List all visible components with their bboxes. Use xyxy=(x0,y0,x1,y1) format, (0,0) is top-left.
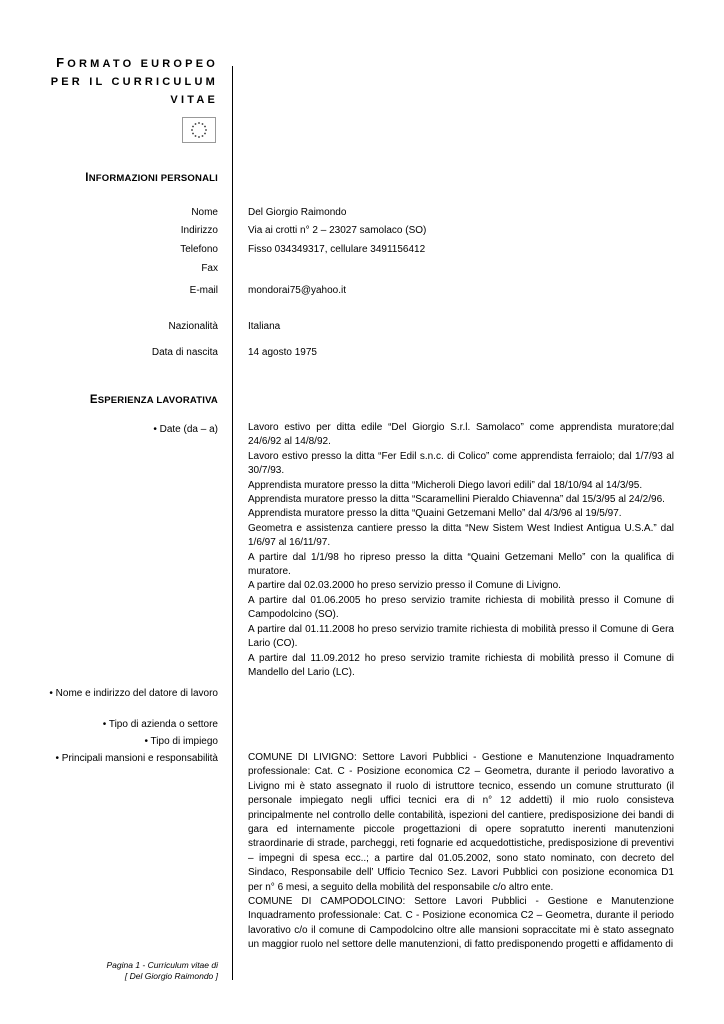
section-title: NFORMAZIONI PERSONALI xyxy=(88,173,218,184)
section-initial: E xyxy=(89,394,98,406)
label-telefono: Telefono xyxy=(180,244,218,255)
date-entry: Lavoro estivo per ditta edile “Del Giorgio S.r.l. Samolaco” come apprendista muratore;dal 24/6/92 al 14/8/92. xyxy=(248,422,674,448)
date-entry: Apprendista muratore presso la ditta “Scaramellini Pieraldo Chiavenna” dal 15/3/95 al 24/2/96. xyxy=(248,494,665,506)
label-fax: Fax xyxy=(201,263,218,274)
label-nome: Nome xyxy=(191,207,218,218)
section-title: SPERIENZA LAVORATIVA xyxy=(97,395,218,406)
label-email: E-mail xyxy=(189,285,218,296)
title-line2: PER IL CURRICULUM xyxy=(50,76,218,88)
value-data-nascita: 14 agosto 1975 xyxy=(248,347,317,358)
column-divider xyxy=(232,66,233,980)
value-telefono: Fisso 034349317, cellulare 3491156412 xyxy=(248,244,426,255)
value-email[interactable]: mondorai75@yahoo.it xyxy=(248,285,346,296)
title-initial: F xyxy=(56,55,68,70)
eu-flag-icon xyxy=(182,117,216,143)
footer-line2: [ Del Giorgio Raimondo ] xyxy=(124,971,218,981)
duties-paragraph: COMUNE DI LIVIGNO: Settore Lavori Pubblici - Gestione e Manutenzione Inquadramento professionale: Cat. C - Posizione economica C2 – Geometra, durante il periodo lavorativo a Livigno mi è stato assegnato il ruolo di istruttore tecnico, essendo un comune strutturato (il personale impiegato negli uffici tecnici era di n° 12 addetti) il mio ruolo consisteva principalmente nel controllo delle contabilità, ispezioni del cantiere, predisposizione dei bandi di gara ed internamente piccole progettazioni di opere sopratutto inerenti manutenzioni straordinarie di strade, parcheggi, reti fognarie ed acquedottistiche, predisposizione di preventivi – impegni di spesa ecc..; a partire dal 01.05.2002, sono stato nominato, con decreto del Sindaco, Responsabile dell’ Ufficio Tecnico Sez. Lavori Pubblici con posizione economica D1 per n° 6 mesi, a seguito della mobilità del responsabile c/o altro ente. xyxy=(248,752,674,893)
date-entry: A partire dal 01.06.2005 ho preso servizio tramite richiesta di mobilità presso il Comune di Campodolcino (SO). xyxy=(248,594,674,621)
label-data-nascita: Data di nascita xyxy=(151,347,218,358)
label-nazionalita: Nazionalità xyxy=(168,321,218,332)
date-entry: A partire dal 1/1/98 ho ripreso presso la ditta “Quaini Getzemani Mello” con la qualifica di muratore. xyxy=(248,551,674,578)
date-entry: Apprendista muratore presso la ditta “Micheroli Diego lavori edili” dal 18/10/94 al 14/3/95. xyxy=(248,479,643,491)
label-dates: • Date (da – a) xyxy=(153,424,218,435)
label-job-type: • Tipo di impiego xyxy=(144,736,218,747)
date-entry: A partire dal 02.03.2000 ho preso servizio presso il Comune di Livigno. xyxy=(248,580,561,592)
label-indirizzo: Indirizzo xyxy=(180,225,218,236)
page-footer xyxy=(107,960,219,982)
label-sector: • Tipo di azienda o settore xyxy=(102,719,218,730)
label-employer: • Nome e indirizzo del datore di lavoro xyxy=(49,688,218,699)
duties-paragraph: COMUNE DI CAMPODOLCINO: Settore Lavori Pubblici - Gestione e Manutenzione Inquadramento professionale: Cat. C - Posizione economica C2 – Geometra, durante il periodo lavorativo c/o il comune di Campodolcino oltre alle mansioni sopraccitate mi è stato assegnato un maggior ruolo nel settore delle manutenzioni, di fatto predisponendo progetti e affidamento di xyxy=(248,896,674,951)
date-entries xyxy=(248,421,674,680)
value-indirizzo: Via ai crotti n° 2 – 23027 samolaco (SO) xyxy=(248,225,427,236)
date-entry: Geometra e assistenza cantiere presso la ditta “New Sistem West Indiest Antigua U.S.A.” dal 1/6/97 al 16/11/97. xyxy=(248,522,674,549)
value-nazionalita: Italiana xyxy=(248,321,281,332)
duties-description xyxy=(248,751,674,953)
title-line1: ORMATO EUROPEO xyxy=(67,58,218,70)
date-entry: Lavoro estivo presso la ditta “Fer Edil s.n.c. di Colico” come apprendista ferraiolo; dal 1/7/93 al 30/7/93. xyxy=(248,450,674,477)
date-entry: A partire dal 11.09.2012 ho preso servizio tramite richiesta di mobilità presso il Comune di Mandello del Lario (LC). xyxy=(248,652,674,678)
section-experience xyxy=(90,394,218,406)
document-title xyxy=(51,54,218,109)
section-personal-info xyxy=(85,172,218,184)
section-initial: I xyxy=(85,172,89,184)
title-line3: VITAE xyxy=(170,94,218,106)
footer-line1: Pagina 1 - Curriculum vitae di xyxy=(106,960,218,970)
label-duties: • Principali mansioni e responsabilità xyxy=(55,753,218,764)
date-entry: Apprendista muratore presso la ditta “Quaini Getzemani Mello” dal 4/3/96 al 19/5/97. xyxy=(248,508,622,520)
value-nome: Del Giorgio Raimondo xyxy=(248,207,347,218)
date-entry: A partire dal 01.11.2008 ho preso servizio tramite richiesta di mobilità presso il Comune di Gera Lario (CO). xyxy=(248,623,674,650)
